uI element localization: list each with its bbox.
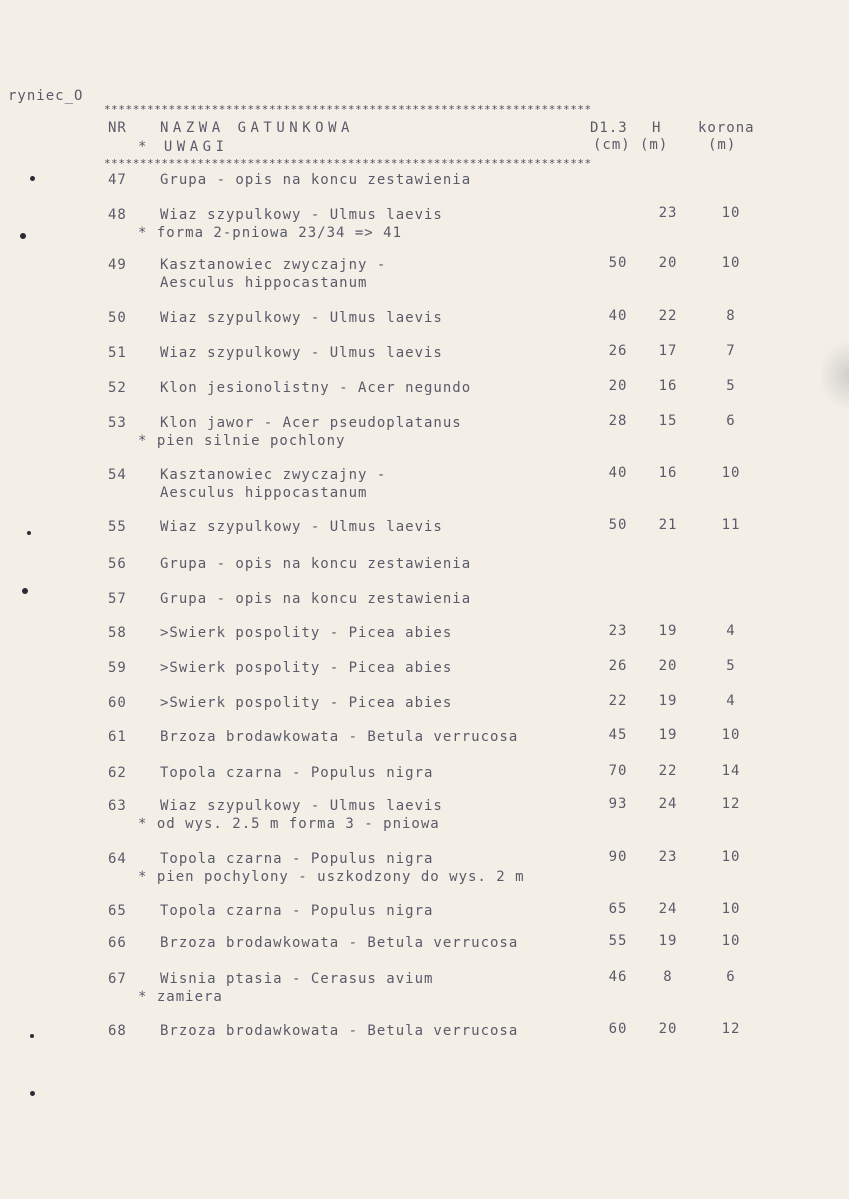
crown-value: 11 — [721, 517, 741, 533]
speck — [30, 1034, 34, 1038]
height-value: 16 — [658, 378, 678, 394]
height-value: 17 — [658, 343, 678, 359]
diameter-value: 46 — [608, 969, 628, 985]
crown-value: 4 — [726, 693, 736, 709]
species-name: Grupa - opis na koncu zestawienia — [160, 556, 472, 572]
height-value: 20 — [658, 658, 678, 674]
height-value: 8 — [663, 969, 673, 985]
diameter-value: 45 — [608, 727, 628, 743]
species-name: Grupa - opis na koncu zestawienia — [160, 591, 472, 607]
row-number: 66 — [108, 935, 127, 951]
row-number: 51 — [108, 345, 127, 361]
species-name: Wiaz szypulkowy - Ulmus laevis — [160, 345, 443, 361]
row-number: 48 — [108, 207, 127, 223]
crown-value: 12 — [721, 796, 741, 812]
row-number: 52 — [108, 380, 127, 396]
row-number: 56 — [108, 556, 127, 572]
diameter-value: 55 — [608, 933, 628, 949]
crown-value: 10 — [721, 255, 741, 271]
height-value: 24 — [658, 901, 678, 917]
species-name: Wiaz szypulkowy - Ulmus laevis — [160, 310, 443, 326]
row-number: 67 — [108, 971, 127, 987]
diameter-value: 26 — [608, 343, 628, 359]
row-number: 63 — [108, 798, 127, 814]
asterisk-rule-bottom: ******************************************************************** — [104, 157, 592, 170]
crown-value: 10 — [721, 933, 741, 949]
species-name: Wiaz szypulkowy - Ulmus laevis — [160, 519, 443, 535]
speck — [30, 1091, 35, 1096]
row-number: 68 — [108, 1023, 127, 1039]
species-name: >Swierk pospolity - Picea abies — [160, 625, 453, 641]
speck — [27, 531, 31, 535]
header-nr: NR — [108, 120, 127, 136]
speck — [20, 233, 26, 239]
diameter-value: 93 — [608, 796, 628, 812]
diameter-value: 23 — [608, 623, 628, 639]
crown-value: 6 — [726, 969, 736, 985]
diameter-value: 70 — [608, 763, 628, 779]
header-h: H — [652, 120, 662, 136]
diameter-value: 90 — [608, 849, 628, 865]
crown-value: 4 — [726, 623, 736, 639]
diameter-value: 40 — [608, 465, 628, 481]
diameter-value: 65 — [608, 901, 628, 917]
crown-value: 14 — [721, 763, 741, 779]
row-number: 59 — [108, 660, 127, 676]
asterisk-rule-top: ******************************************************************** — [104, 103, 592, 116]
species-name: Wiaz szypulkowy - Ulmus laevis — [160, 798, 443, 814]
row-number: 65 — [108, 903, 127, 919]
crown-value: 10 — [721, 849, 741, 865]
crown-value: 10 — [721, 205, 741, 221]
species-name: Topola czarna - Populus nigra — [160, 851, 434, 867]
species-name: Topola czarna - Populus nigra — [160, 903, 434, 919]
row-note: * forma 2-pniowa 23/34 => 41 — [138, 225, 403, 241]
species-name: >Swierk pospolity - Picea abies — [160, 695, 453, 711]
species-name: Brzoza brodawkowata - Betula verrucosa — [160, 1023, 519, 1039]
height-value: 19 — [658, 933, 678, 949]
species-name: Wiaz szypulkowy - Ulmus laevis — [160, 207, 443, 223]
height-value: 22 — [658, 308, 678, 324]
row-note: * pien pochylony - uszkodzony do wys. 2 m — [138, 869, 525, 885]
row-number: 62 — [108, 765, 127, 781]
height-value: 20 — [658, 255, 678, 271]
species-name: Wisnia ptasia - Cerasus avium — [160, 971, 434, 987]
species-name: Topola czarna - Populus nigra — [160, 765, 434, 781]
crown-value: 10 — [721, 901, 741, 917]
crown-value: 6 — [726, 413, 736, 429]
row-number: 55 — [108, 519, 127, 535]
diameter-value: 60 — [608, 1021, 628, 1037]
row-note: * pien silnie pochlony — [138, 433, 346, 449]
species-name-cont: Aesculus hippocastanum — [160, 275, 368, 291]
row-note: * zamiera — [138, 989, 223, 1005]
header-korona: korona — [698, 120, 755, 136]
row-number: 57 — [108, 591, 127, 607]
row-note: * od wys. 2.5 m forma 3 - pniowa — [138, 816, 440, 832]
height-value: 23 — [658, 849, 678, 865]
row-number: 47 — [108, 172, 127, 188]
crown-value: 12 — [721, 1021, 741, 1037]
height-value: 22 — [658, 763, 678, 779]
row-number: 60 — [108, 695, 127, 711]
species-name-cont: Aesculus hippocastanum — [160, 485, 368, 501]
height-value: 16 — [658, 465, 678, 481]
diameter-value: 50 — [608, 517, 628, 533]
height-value: 15 — [658, 413, 678, 429]
diameter-value: 50 — [608, 255, 628, 271]
diameter-value: 28 — [608, 413, 628, 429]
header-h-unit: (m) — [640, 137, 669, 153]
species-name: Grupa - opis na koncu zestawienia — [160, 172, 472, 188]
speck — [22, 588, 28, 594]
header-d13-unit: (cm) — [593, 137, 631, 153]
row-number: 64 — [108, 851, 127, 867]
crown-value: 10 — [721, 465, 741, 481]
diameter-value: 20 — [608, 378, 628, 394]
diameter-value: 22 — [608, 693, 628, 709]
height-value: 23 — [658, 205, 678, 221]
species-name: Kasztanowiec zwyczajny - — [160, 467, 387, 483]
height-value: 20 — [658, 1021, 678, 1037]
header-name: NAZWA GATUNKOWA — [160, 120, 354, 136]
species-name: Brzoza brodawkowata - Betula verrucosa — [160, 729, 519, 745]
crown-value: 5 — [726, 378, 736, 394]
header-korona-unit: (m) — [708, 137, 737, 153]
species-name: Klon jawor - Acer pseudoplatanus — [160, 415, 462, 431]
scan-smudge — [819, 340, 849, 410]
species-name: Brzoza brodawkowata - Betula verrucosa — [160, 935, 519, 951]
row-number: 58 — [108, 625, 127, 641]
crown-value: 10 — [721, 727, 741, 743]
header-uwagi: * UWAGI — [138, 139, 229, 155]
row-number: 49 — [108, 257, 127, 273]
diameter-value: 40 — [608, 308, 628, 324]
species-name: Kasztanowiec zwyczajny - — [160, 257, 387, 273]
height-value: 24 — [658, 796, 678, 812]
height-value: 21 — [658, 517, 678, 533]
header-d13: D1.3 — [590, 120, 628, 136]
row-number: 54 — [108, 467, 127, 483]
height-value: 19 — [658, 727, 678, 743]
file-name: ryniec_O — [8, 88, 84, 104]
crown-value: 7 — [726, 343, 736, 359]
diameter-value: 26 — [608, 658, 628, 674]
height-value: 19 — [658, 693, 678, 709]
speck — [30, 176, 35, 181]
row-number: 61 — [108, 729, 127, 745]
crown-value: 8 — [726, 308, 736, 324]
height-value: 19 — [658, 623, 678, 639]
crown-value: 5 — [726, 658, 736, 674]
species-name: Klon jesionolistny - Acer negundo — [160, 380, 472, 396]
species-name: >Swierk pospolity - Picea abies — [160, 660, 453, 676]
row-number: 50 — [108, 310, 127, 326]
row-number: 53 — [108, 415, 127, 431]
